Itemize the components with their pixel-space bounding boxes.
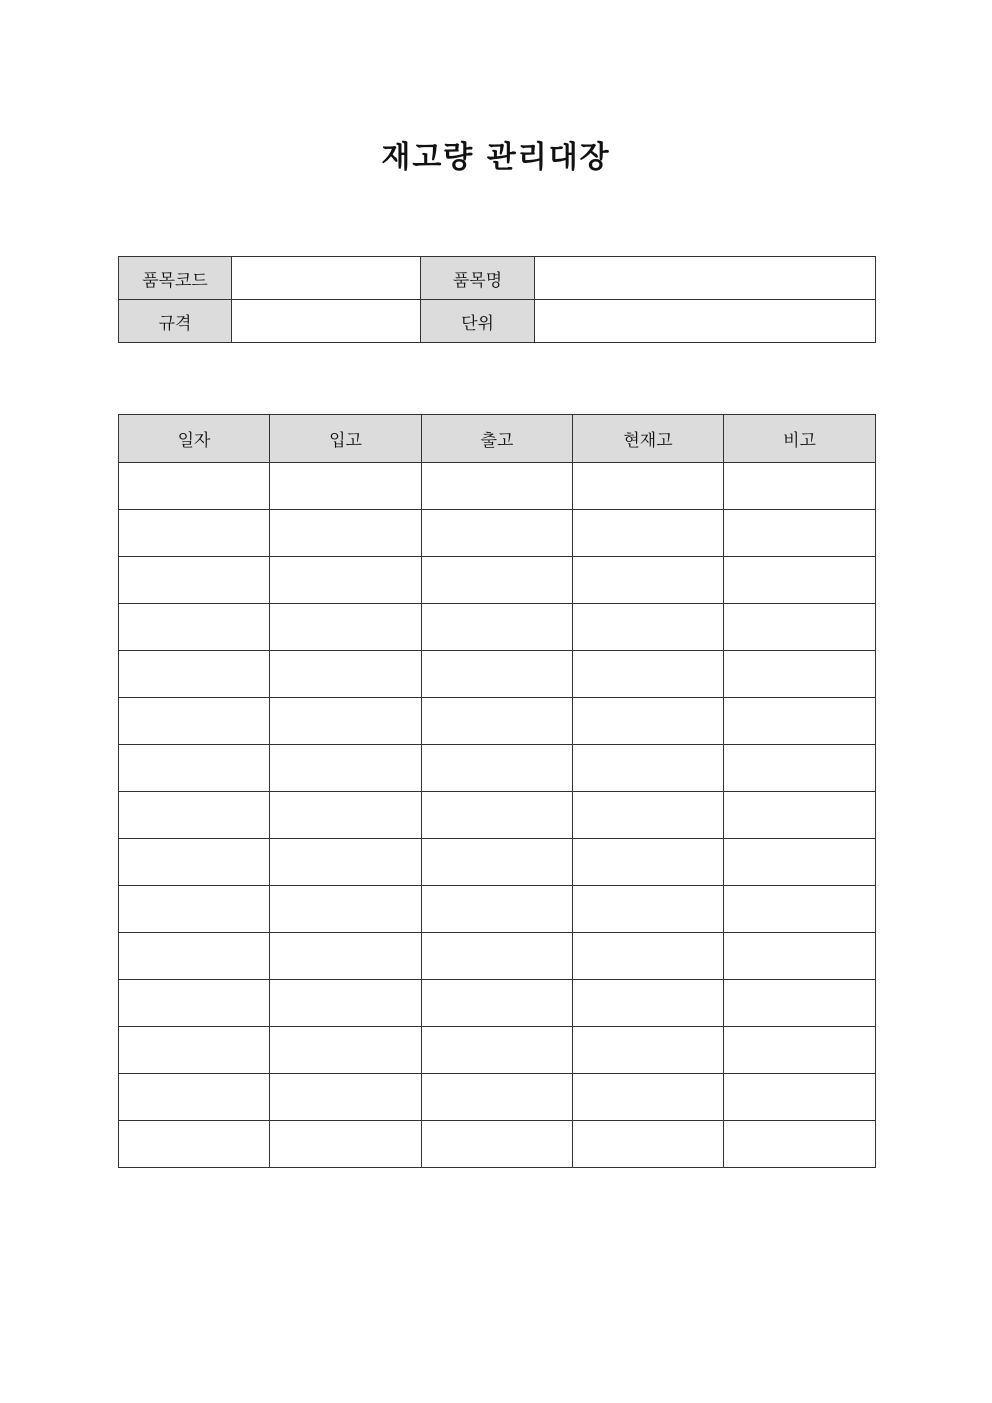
date-cell[interactable]: [119, 510, 270, 557]
remarks-cell[interactable]: [724, 510, 876, 557]
outgoing-cell[interactable]: [422, 933, 573, 980]
incoming-cell[interactable]: [270, 698, 422, 745]
table-row: [119, 698, 876, 745]
outgoing-cell[interactable]: [422, 604, 573, 651]
column-header-date: 일자: [119, 415, 270, 463]
outgoing-cell[interactable]: [422, 510, 573, 557]
incoming-cell[interactable]: [270, 1027, 422, 1074]
outgoing-cell[interactable]: [422, 886, 573, 933]
remarks-cell[interactable]: [724, 886, 876, 933]
date-cell[interactable]: [119, 698, 270, 745]
table-row: [119, 651, 876, 698]
table-row: [119, 886, 876, 933]
item-info-row: [119, 257, 876, 300]
date-cell[interactable]: [119, 1121, 270, 1168]
date-cell[interactable]: [119, 980, 270, 1027]
table-row: [119, 510, 876, 557]
spec-label: 규격: [119, 300, 232, 343]
date-cell[interactable]: [119, 886, 270, 933]
date-cell[interactable]: [119, 839, 270, 886]
current-stock-cell[interactable]: [573, 980, 724, 1027]
inventory-ledger-table: [118, 414, 876, 1168]
ledger-header-row: [119, 415, 876, 463]
date-cell[interactable]: [119, 463, 270, 510]
remarks-cell[interactable]: [724, 557, 876, 604]
current-stock-cell[interactable]: [573, 933, 724, 980]
incoming-cell[interactable]: [270, 933, 422, 980]
remarks-cell[interactable]: [724, 980, 876, 1027]
incoming-cell[interactable]: [270, 792, 422, 839]
date-cell[interactable]: [119, 557, 270, 604]
current-stock-cell[interactable]: [573, 792, 724, 839]
table-row: [119, 980, 876, 1027]
current-stock-cell[interactable]: [573, 1074, 724, 1121]
incoming-cell[interactable]: [270, 839, 422, 886]
date-cell[interactable]: [119, 1074, 270, 1121]
table-row: [119, 792, 876, 839]
item-name-label: 품목명: [421, 257, 535, 300]
current-stock-cell[interactable]: [573, 698, 724, 745]
item-info-row: [119, 300, 876, 343]
incoming-cell[interactable]: [270, 463, 422, 510]
remarks-cell[interactable]: [724, 792, 876, 839]
item-code-label: 품목코드: [119, 257, 232, 300]
date-cell[interactable]: [119, 792, 270, 839]
outgoing-cell[interactable]: [422, 1027, 573, 1074]
date-cell[interactable]: [119, 651, 270, 698]
table-row: [119, 604, 876, 651]
column-header-outgoing: 출고: [422, 415, 573, 463]
table-row: [119, 1027, 876, 1074]
current-stock-cell[interactable]: [573, 1121, 724, 1168]
current-stock-cell[interactable]: [573, 886, 724, 933]
current-stock-cell[interactable]: [573, 510, 724, 557]
remarks-cell[interactable]: [724, 698, 876, 745]
current-stock-cell[interactable]: [573, 839, 724, 886]
table-row: [119, 463, 876, 510]
item-code-field[interactable]: [232, 257, 421, 300]
spec-field[interactable]: [232, 300, 421, 343]
incoming-cell[interactable]: [270, 1074, 422, 1121]
date-cell[interactable]: [119, 604, 270, 651]
outgoing-cell[interactable]: [422, 651, 573, 698]
incoming-cell[interactable]: [270, 557, 422, 604]
remarks-cell[interactable]: [724, 463, 876, 510]
column-header-incoming: 입고: [270, 415, 422, 463]
incoming-cell[interactable]: [270, 980, 422, 1027]
column-header-remarks: 비고: [724, 415, 876, 463]
outgoing-cell[interactable]: [422, 1121, 573, 1168]
item-name-field[interactable]: [535, 257, 876, 300]
outgoing-cell[interactable]: [422, 980, 573, 1027]
incoming-cell[interactable]: [270, 651, 422, 698]
incoming-cell[interactable]: [270, 745, 422, 792]
page-title: 재고량 관리대장: [381, 140, 611, 175]
remarks-cell[interactable]: [724, 933, 876, 980]
current-stock-cell[interactable]: [573, 745, 724, 792]
incoming-cell[interactable]: [270, 1121, 422, 1168]
table-row: [119, 839, 876, 886]
current-stock-cell[interactable]: [573, 651, 724, 698]
remarks-cell[interactable]: [724, 651, 876, 698]
incoming-cell[interactable]: [270, 886, 422, 933]
outgoing-cell[interactable]: [422, 698, 573, 745]
item-info-table: [118, 256, 876, 343]
table-row: [119, 745, 876, 792]
remarks-cell[interactable]: [724, 1121, 876, 1168]
outgoing-cell[interactable]: [422, 463, 573, 510]
date-cell[interactable]: [119, 1027, 270, 1074]
table-row: [119, 1121, 876, 1168]
remarks-cell[interactable]: [724, 745, 876, 792]
table-row: [119, 557, 876, 604]
table-row: [119, 933, 876, 980]
outgoing-cell[interactable]: [422, 557, 573, 604]
remarks-cell[interactable]: [724, 839, 876, 886]
current-stock-cell[interactable]: [573, 604, 724, 651]
date-cell[interactable]: [119, 933, 270, 980]
unit-label: 단위: [421, 300, 535, 343]
outgoing-cell[interactable]: [422, 1074, 573, 1121]
outgoing-cell[interactable]: [422, 745, 573, 792]
remarks-cell[interactable]: [724, 1027, 876, 1074]
current-stock-cell[interactable]: [573, 1027, 724, 1074]
outgoing-cell[interactable]: [422, 792, 573, 839]
unit-field[interactable]: [535, 300, 876, 343]
date-cell[interactable]: [119, 745, 270, 792]
remarks-cell[interactable]: [724, 1074, 876, 1121]
incoming-cell[interactable]: [270, 604, 422, 651]
column-header-current-stock: 현재고: [573, 415, 724, 463]
outgoing-cell[interactable]: [422, 839, 573, 886]
table-row: [119, 1074, 876, 1121]
remarks-cell[interactable]: [724, 604, 876, 651]
incoming-cell[interactable]: [270, 510, 422, 557]
current-stock-cell[interactable]: [573, 463, 724, 510]
current-stock-cell[interactable]: [573, 557, 724, 604]
